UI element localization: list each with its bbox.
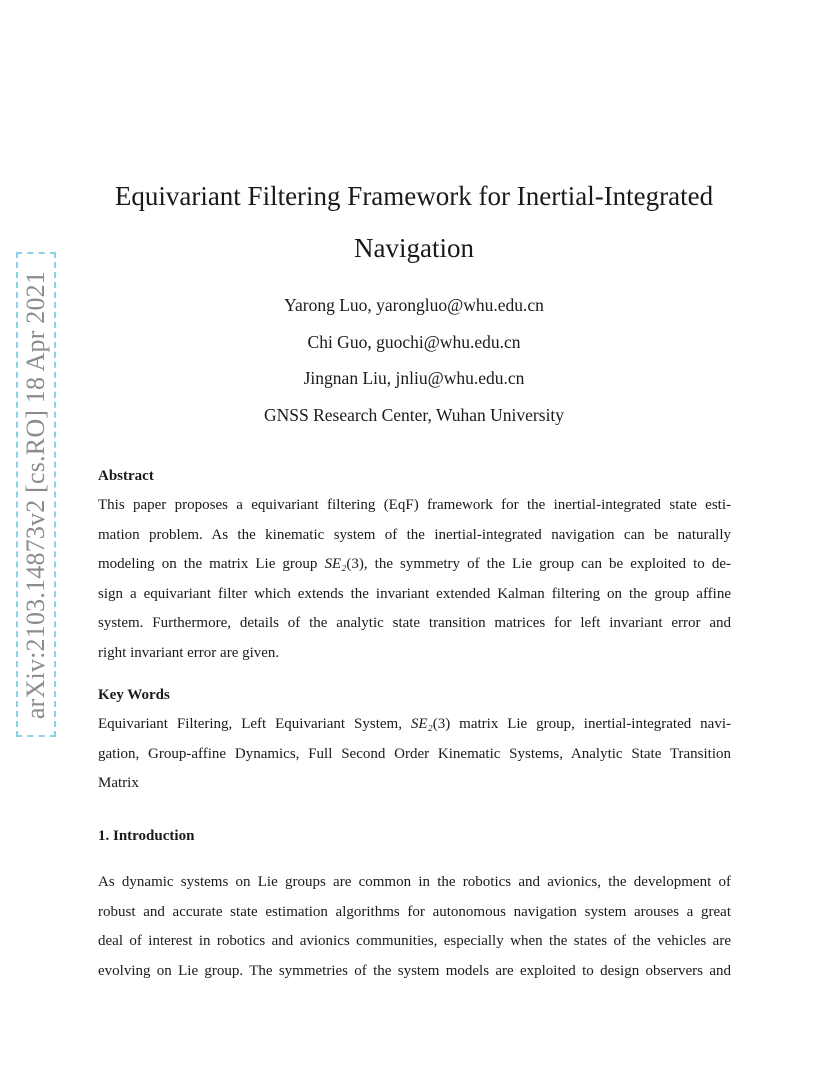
- math-symbol: SE₂: [324, 556, 347, 572]
- introduction-line: As dynamic systems on Lie groups are common in the robotics and avionics, the development of: [98, 874, 731, 890]
- keywords-line: gation, Group-affine Dynamics, Full Second Order Kinematic Systems, Analytic State Transition: [98, 745, 731, 762]
- arxiv-identifier: arXiv:2103.14873v2 [cs.RO] 18 Apr 2021: [21, 270, 50, 719]
- author-1: Yarong Luo, yarongluo@whu.edu.cn: [284, 295, 544, 315]
- abstract-body: [98, 491, 731, 668]
- author-3: Jingnan Liu, jnliu@whu.edu.cn: [303, 368, 525, 388]
- math-symbol: SE₂: [410, 716, 433, 732]
- abstract-line: mation problem. As the kinematic system of the inertial-integrated navigation can be naturally: [98, 526, 731, 543]
- abstract-line: right invariant error are given.: [98, 644, 280, 661]
- keywords-heading: Key Words: [98, 687, 170, 703]
- introduction-heading: 1. Introduction: [98, 828, 195, 844]
- paper-title: [90, 170, 738, 274]
- introduction-line: robust and accurate state estimation algorithms for autonomous navigation system arouses a great: [98, 903, 731, 920]
- keywords-line: Matrix: [98, 775, 139, 791]
- introduction-body: [98, 868, 731, 986]
- abstract-line: modeling on the matrix Lie group SE₂(3), the symmetry of the Lie group can be exploited to de-: [98, 556, 731, 572]
- author-block: [90, 287, 738, 433]
- abstract-heading: Abstract: [98, 468, 154, 484]
- abstract-line: This paper proposes a equivariant filtering (EqF) framework for the inertial-integrated state esti-: [98, 497, 731, 513]
- affiliation: GNSS Research Center, Wuhan University: [263, 404, 565, 425]
- abstract-line: sign a equivariant filter which extends the invariant extended Kalman filtering on the group affine: [98, 585, 731, 602]
- title-line-1: Equivariant Filtering Framework for Inertial-Integrated: [114, 181, 714, 211]
- abstract-line: system. Furthermore, details of the analytic state transition matrices for left invariant error and: [98, 615, 731, 631]
- keywords-body: [98, 710, 731, 799]
- introduction-line: evolving on Lie group. The symmetries of the system models are exploited to design observers and: [98, 962, 731, 979]
- title-line-2: Navigation: [354, 233, 474, 263]
- introduction-line: deal of interest in robotics and avionics communities, especially when the states of the vehicles are: [98, 933, 731, 949]
- arxiv-side-stamp: [16, 252, 56, 737]
- keywords-line: Equivariant Filtering, Left Equivariant System, SE₂(3) matrix Lie group, inertial-integrated navi-: [98, 716, 731, 732]
- author-2: Chi Guo, guochi@whu.edu.cn: [307, 331, 521, 352]
